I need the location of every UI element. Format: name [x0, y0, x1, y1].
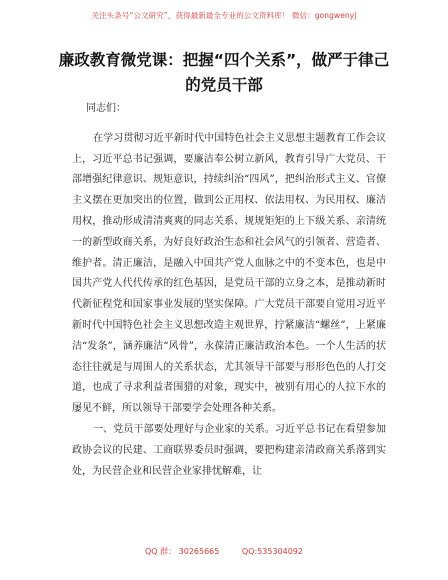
document-body — [72, 99, 386, 482]
footer — [0, 546, 448, 557]
footer-qq-group: QQ 群： 30265665 — [144, 547, 220, 556]
footer-qq-contact: QQ:535304092 — [241, 547, 304, 556]
page-title: 廉政教育微党课：把握“四个关系”，做严于律己的党员干部 — [58, 51, 390, 94]
salutation: 同志们： — [86, 103, 126, 114]
header-banner: 关注头条号“公文研究”，获得最新最全专业的公文资料库！ 微信：gongwenyj — [91, 11, 357, 20]
paragraph: 一、党员干部要处理好与企业家的关系。习近平总书记在看望参加政协会议的民建、工商联界委员时强调，要把构建亲清政商关系落到实处，为民营企业和民营企业家排忧解难，让 — [72, 423, 386, 477]
paragraph: 在学习贯彻习近平新时代中国特色社会主义思想主题教育工作会议上，习近平总书记强调，要廉洁奉公树立新风，教育引导广大党员、干部增强纪律意识、规矩意识，持续纠治“四风”，把纠治形式主义、官僚主义摆在更加突出的位置，做到公正用权、依法用权、为民用权、廉洁用权，推动形成清清爽爽的同志关系、规规矩矩的上下级关系、亲清统一的新型政商关系，为好良好政治生态和社会风气的引领者、营造者、维护者。清正廉洁，是融入中国共产党人血脉之中的不变本色，也是中国共产党人代代传承的红色基因，是党员干部的立身之本，是推动新时代新征程党和国家事业发展的坚实保障。广大党员干部要自觉用习近平新时代中国特色社会主义思想改造主观世界，拧紧廉洁“螺丝”，上紧廉洁“发条”，涵养廉洁“风骨”，永葆清正廉洁政治本色。一个人生活的状态往往就是与周围人的关系状态，尤其领导干部要与形形色色的人打交道，也成了寻求利益者围猎的对象，现实中，被别有用心的人拉下水的屡见不鲜，所以领导干部要学会处理各种关系。 — [72, 132, 386, 415]
